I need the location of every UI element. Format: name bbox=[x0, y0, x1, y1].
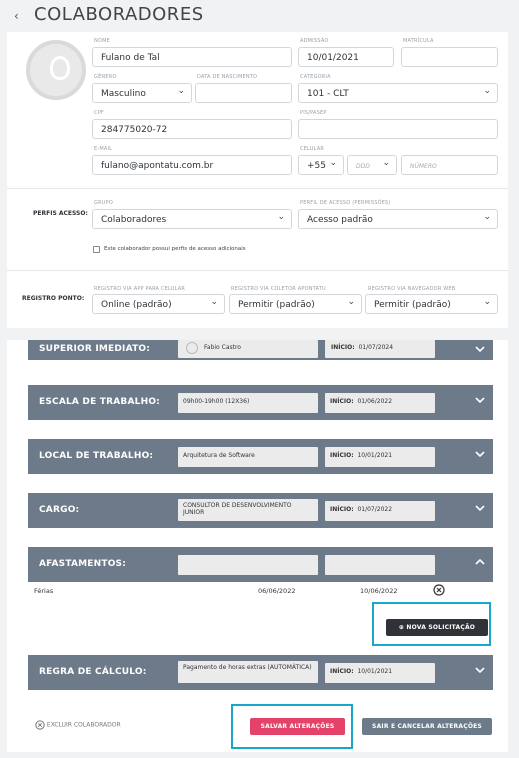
nascimento-label: DATA DE NASCIMENTO bbox=[197, 74, 258, 80]
superior-value bbox=[178, 340, 318, 358]
admissao-label: ADMISSÃO bbox=[300, 38, 329, 44]
inicio-label: INÍCIO: bbox=[331, 344, 355, 351]
escala-bar[interactable] bbox=[28, 385, 493, 420]
escala-value: 09h00-19h00 (12X36) bbox=[178, 393, 318, 413]
perfil-value: Acesso padrão bbox=[307, 215, 373, 225]
afastamento-inicio: 06/06/2022 bbox=[258, 587, 296, 595]
perfis-section-label: PERFIS ACESSO: bbox=[33, 210, 88, 217]
avatar[interactable] bbox=[26, 40, 86, 100]
pis-input[interactable] bbox=[298, 119, 498, 139]
avatar-icon bbox=[186, 342, 198, 354]
matricula-input[interactable] bbox=[401, 47, 498, 67]
divider bbox=[7, 188, 508, 189]
ddd-placeholder: DDD bbox=[356, 163, 370, 170]
inicio-label: INÍCIO: bbox=[330, 668, 354, 675]
remove-circle-icon[interactable] bbox=[433, 584, 445, 596]
inicio-label: INÍCIO: bbox=[330, 506, 354, 513]
web-label: REGISTRO VIA NAVEGADOR WEB bbox=[368, 286, 456, 292]
regra-label: REGRA DE CÁLCULO: bbox=[39, 667, 147, 677]
nome-label: NOME bbox=[94, 38, 110, 44]
coletor-value: Permitir (padrão) bbox=[238, 300, 315, 310]
afastamento-fim: 10/06/2022 bbox=[360, 587, 398, 595]
cpf-label: CPF bbox=[94, 110, 104, 116]
regra-bar[interactable] bbox=[28, 655, 493, 690]
celular-label: CELULAR bbox=[300, 146, 325, 152]
local-bar[interactable] bbox=[28, 439, 493, 474]
categoria-value: 101 - CLT bbox=[307, 89, 349, 99]
coletor-label: REGISTRO VIA COLETOR APONTATU bbox=[231, 286, 326, 292]
regra-inicio bbox=[325, 663, 435, 683]
genero-select[interactable] bbox=[92, 83, 192, 103]
page-title: COLABORADORES bbox=[34, 4, 204, 25]
inicio-label: INÍCIO: bbox=[330, 398, 354, 405]
afastamentos-bar[interactable] bbox=[28, 547, 493, 582]
local-label: LOCAL DE TRABALHO: bbox=[39, 451, 154, 461]
superior-imediato-bar[interactable] bbox=[28, 340, 493, 360]
categoria-select[interactable] bbox=[298, 83, 498, 103]
numero-input[interactable]: NÚMERO bbox=[401, 155, 498, 175]
web-value: Permitir (padrão) bbox=[374, 300, 451, 310]
chevron-down-icon[interactable] bbox=[474, 664, 486, 676]
back-icon[interactable]: ‹ bbox=[14, 9, 19, 23]
perfil-select[interactable] bbox=[298, 209, 498, 229]
perfis-adicionais-label: Este colaborador possui perfis de acesso adicionais bbox=[104, 246, 246, 252]
escala-inicio bbox=[325, 393, 435, 413]
chevron-down-icon[interactable] bbox=[474, 502, 486, 514]
app-value: Online (padrão) bbox=[101, 300, 172, 310]
ddi-select[interactable] bbox=[298, 155, 344, 175]
inicio-date: 10/01/2021 bbox=[357, 668, 393, 675]
escala-label: ESCALA DE TRABALHO: bbox=[39, 397, 160, 407]
inicio-date: 10/01/2021 bbox=[357, 452, 393, 459]
afastamentos-label: AFASTAMENTOS: bbox=[39, 559, 127, 569]
perfis-adicionais-checkbox[interactable] bbox=[93, 246, 100, 253]
sair-button[interactable]: SAIR E CANCELAR ALTERAÇÕES bbox=[362, 718, 492, 735]
chevron-down-icon[interactable] bbox=[474, 394, 486, 406]
divider bbox=[7, 270, 508, 271]
app-select[interactable] bbox=[92, 294, 225, 314]
categoria-label: CATEGORIA bbox=[300, 74, 331, 80]
afastamento-tipo: Férias bbox=[34, 587, 54, 595]
coletor-select[interactable] bbox=[229, 294, 362, 314]
inicio-date: 01/06/2022 bbox=[357, 398, 393, 405]
admissao-input[interactable]: 10/01/2021 bbox=[298, 47, 394, 67]
nova-solicitacao-label: NOVA SOLICITAÇÃO bbox=[406, 624, 476, 631]
cargo-inicio bbox=[325, 501, 435, 521]
afastamentos-filter-1[interactable] bbox=[178, 555, 318, 575]
local-value: Arquitetura de Software bbox=[178, 447, 318, 467]
salvar-button[interactable]: SALVAR ALTERAÇÕES bbox=[250, 718, 345, 735]
regra-value: Pagamento de horas extras (AUTOMÁTICA) bbox=[178, 661, 318, 683]
excluir-label: EXCLUIR COLABORADOR bbox=[46, 721, 121, 729]
superior-label: SUPERIOR IMEDIATO: bbox=[39, 344, 151, 354]
genero-value: Masculino bbox=[101, 89, 146, 99]
local-inicio bbox=[325, 447, 435, 467]
excluir-button[interactable] bbox=[35, 720, 121, 730]
user-silhouette-icon bbox=[50, 56, 70, 80]
chevron-down-icon[interactable] bbox=[474, 343, 486, 355]
page-header bbox=[0, 0, 519, 30]
grupo-value: Colaboradores bbox=[101, 215, 167, 225]
email-input[interactable]: fulano@apontatu.com.br bbox=[92, 155, 292, 175]
cargo-label: CARGO: bbox=[39, 505, 80, 515]
chevron-up-icon[interactable] bbox=[474, 556, 486, 568]
app-label: REGISTRO VIA APP PARA CELULAR bbox=[94, 286, 185, 292]
grupo-label: GRUPO bbox=[94, 200, 113, 206]
inicio-date: 01/07/2024 bbox=[358, 344, 394, 351]
superior-inicio bbox=[325, 340, 435, 358]
inicio-date: 01/07/2022 bbox=[357, 506, 393, 513]
cpf-input[interactable]: 284775020-72 bbox=[92, 119, 292, 139]
plus-circle-icon: ⊕ bbox=[398, 624, 405, 631]
email-label: E-MAIL bbox=[94, 146, 113, 152]
remove-circle-icon bbox=[35, 720, 45, 730]
pis-label: PIS/PASEP bbox=[300, 110, 327, 116]
ddi-value: +55 bbox=[307, 161, 326, 171]
ddd-select[interactable] bbox=[347, 155, 397, 175]
chevron-down-icon[interactable] bbox=[474, 448, 486, 460]
genero-label: GÊNERO bbox=[94, 74, 117, 80]
afastamentos-filter-2[interactable] bbox=[325, 555, 435, 575]
cargo-bar[interactable] bbox=[28, 493, 493, 528]
grupo-select[interactable] bbox=[92, 209, 292, 229]
inicio-label: INÍCIO: bbox=[330, 452, 354, 459]
cargo-value: CONSULTOR DE DESENVOLVIMENTO JUNIOR bbox=[178, 499, 318, 521]
nova-solicitacao-button[interactable] bbox=[386, 619, 488, 636]
perfil-label: PERFIL DE ACESSO (PERMISSÕES) bbox=[300, 200, 391, 206]
matricula-label: MATRÍCULA bbox=[403, 38, 434, 44]
nome-input[interactable]: Fulano de Tal bbox=[92, 47, 292, 67]
nascimento-input[interactable] bbox=[195, 83, 292, 103]
superior-name: Fabio Castro bbox=[204, 344, 241, 351]
web-select[interactable] bbox=[365, 294, 498, 314]
table-row[interactable] bbox=[28, 583, 493, 597]
registro-section-label: REGISTRO PONTO: bbox=[22, 295, 85, 302]
